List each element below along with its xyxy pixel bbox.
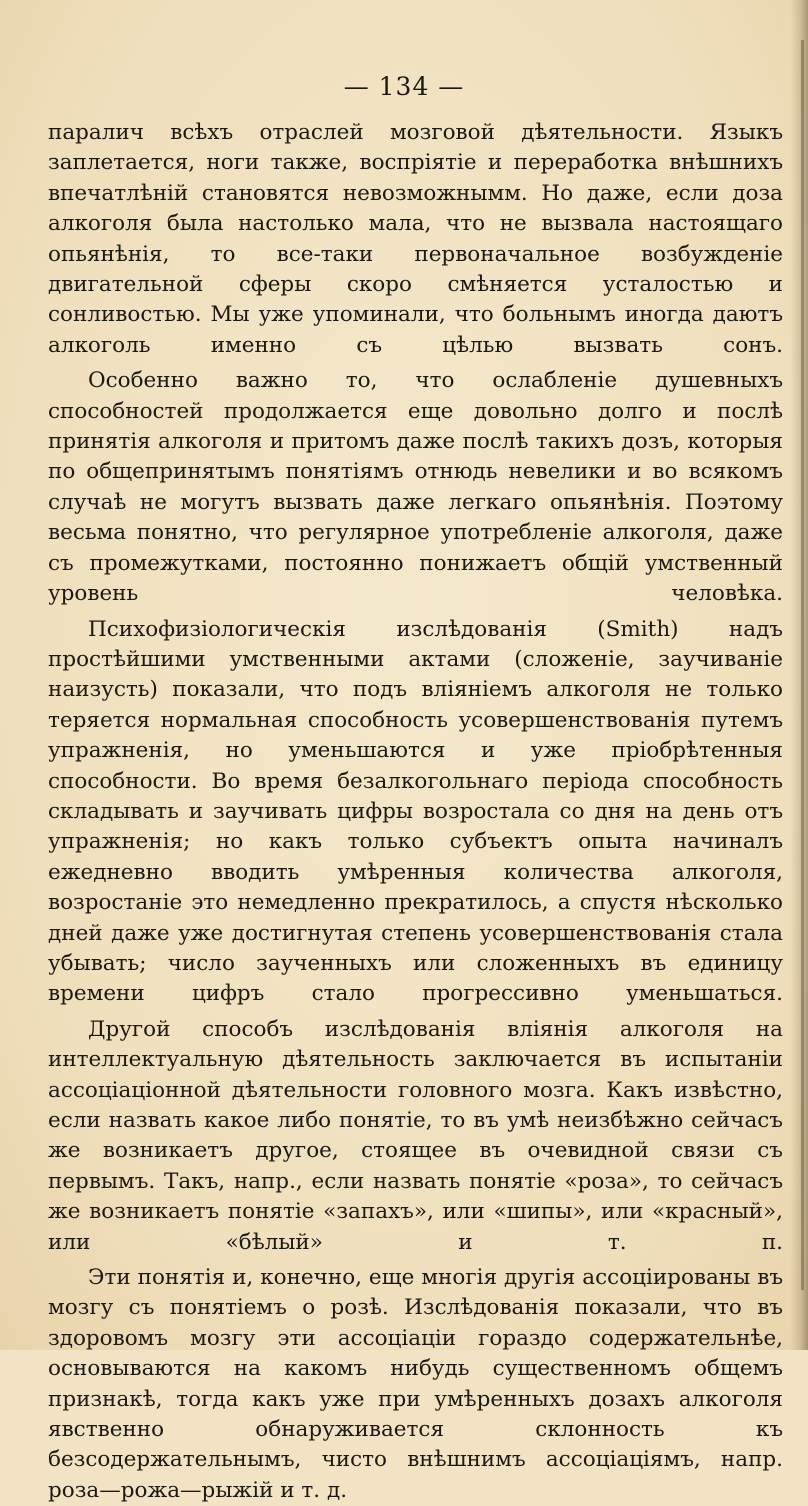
paragraph-5: Эти понятія и, конечно, еще многія другія ассоціированы въ мозгу съ понятіемъ о розѣ. Изслѣдованія показали, что въ здоровомъ мозгу эти ассоціаціи гораздо содержательнѣе, основываются на какомъ нибудь существенномъ общемъ признакѣ, тогда какъ уже при умѣренныхъ дозахъ алкоголя явственно обнаруживается склонность къ безсодержательнымъ, чисто внѣшнимъ ассоціаціямъ, напр. роза—рожа—рыжій и т. д. xyxy=(48,1265,783,1503)
paragraph-4: Другой способъ изслѣдованія вліянія алкоголя на интеллектуальную дѣятельность заключается въ испытаніи ассоціаціонной дѣятельности головного мозга. Какъ извѣстно, если назвать какое либо понятіе, то въ умѣ неизбѣжно сейчасъ же возникаетъ другое, стоящее въ очевидной связи съ первымъ. Такъ, напр., если назвать понятіе «роза», то сейчасъ же возникаетъ понятіе «запахъ», или «шипы», или «красный», или «бѣлый» и т. п. xyxy=(48,1016,783,1255)
page-edge-shadow xyxy=(790,0,808,1350)
page-binding-edge xyxy=(801,40,804,1290)
page-number: — 134 — xyxy=(343,72,465,101)
paragraph-2: Особенно важно то, что ослабленіе душевныхъ способностей продолжается еще довольно долго и послѣ принятія алкоголя и притомъ даже послѣ такихъ дозъ, которыя по общепринятымъ понятіямъ отнюдь невелики и во всякомъ случаѣ не могутъ вызвать даже легкаго опьянѣнія. Поэтому весьма понятно, что регулярное употребленіе алкоголя, даже съ промежутками, постоянно понижаетъ общій умственный уровень человѣка. xyxy=(48,368,783,607)
body-text xyxy=(48,118,783,1506)
paragraph-1: паралич всѣхъ отраслей мозговой дѣятельности. Языкъ заплетается, ноги также, воспріятіе и переработка внѣшнихъ впечатлѣній становятся невозможнымм. Но даже, если доза алкоголя была настолько мала, что не вызвала настоящаго опьянѣнія, то все-таки первоначальное возбужденіе двигательной сферы скоро смѣняется усталостью и сонливостью. Мы уже упоминали, что больнымъ иногда даютъ алкоголь именно съ цѣлью вызвать сонъ. xyxy=(48,120,783,358)
paragraph-3: Психофизіологическія изслѣдованія (Smith) надъ простѣйшими умственными актами (сложеніе, заучиваніе наизусть) показали, что подъ вліяніемъ алкоголя не только теряется нормальная способность усовершенствованія путемъ упражненія, но уменьшаются и уже пріобрѣтенныя способности. Во время безалкогольнаго періода способность складывать и заучивать цифры возростала со дня на день отъ упражненія; но какъ только субъектъ опыта начиналъ ежедневно вводить умѣренныя количества алкоголя, возростаніе это немедленно прекратилось, а спустя нѣсколько дней даже уже достигнутая степень усовершенствованія стала убывать; число заученныхъ или сложенныхъ въ единицу времени цифръ стало прогрессивно уменьшаться. xyxy=(48,616,783,1007)
